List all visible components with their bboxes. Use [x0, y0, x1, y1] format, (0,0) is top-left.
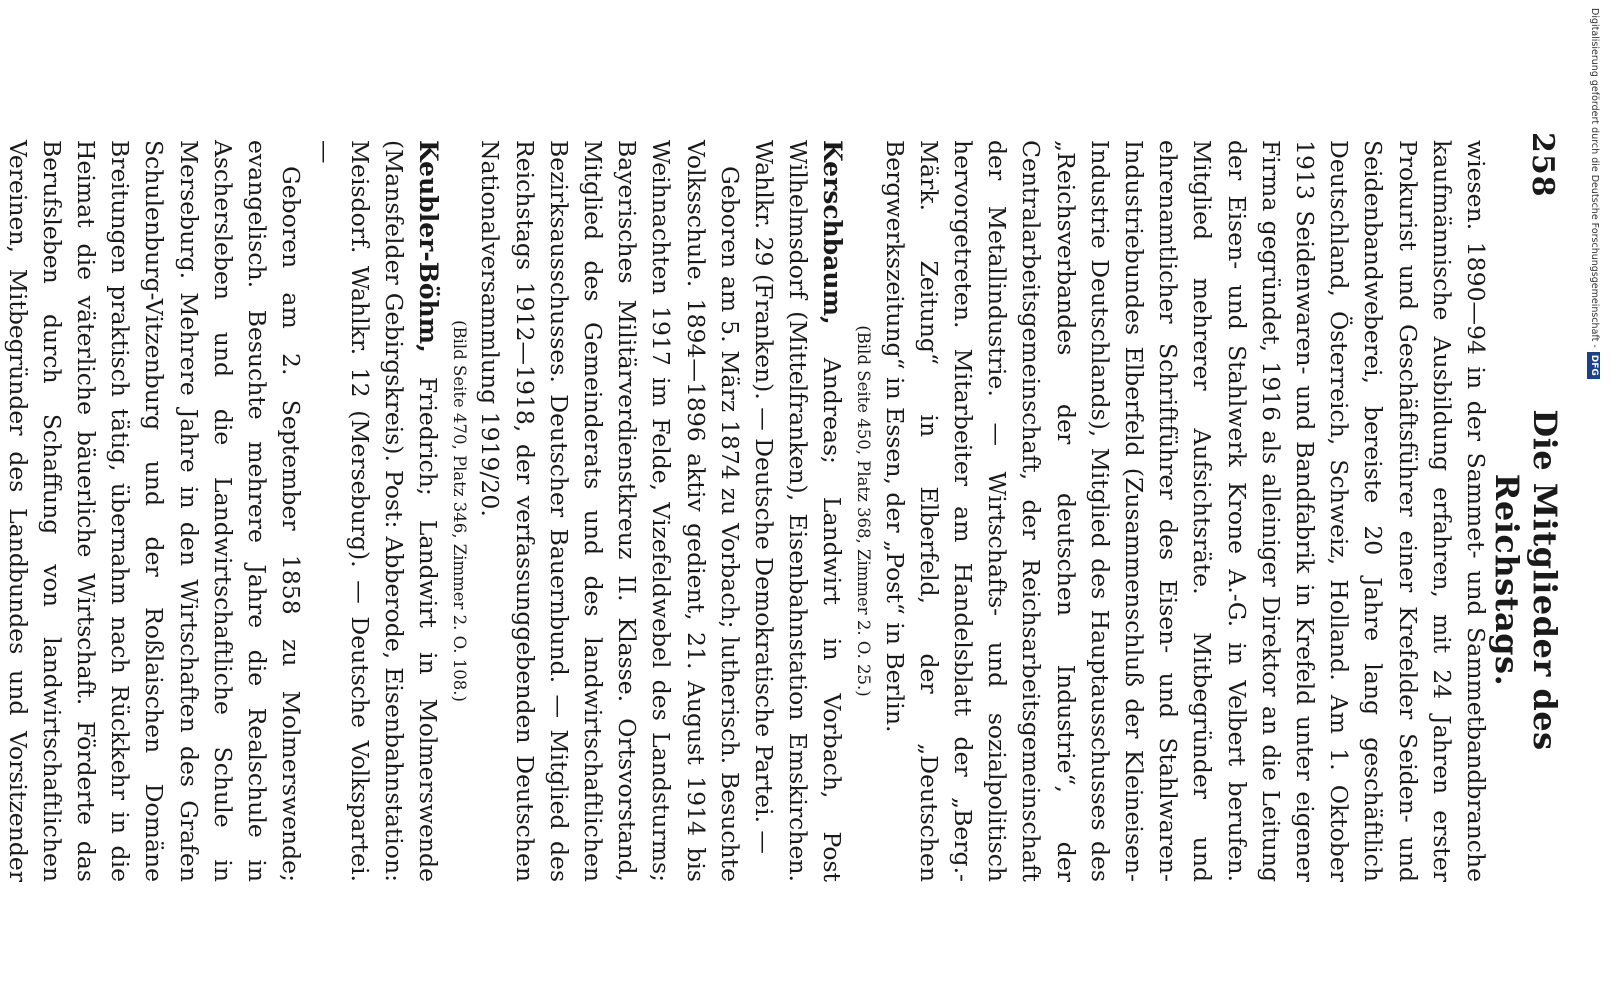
page-header [1488, 0, 1570, 1000]
entry-header [747, 140, 850, 882]
picture-reference: (Bild Seite 450, Platz 368, Zimmer 2. O. 25.) [854, 325, 874, 697]
page-number: 258 [1525, 132, 1560, 198]
digitization-text: Digitalisierung gefördert durch die Deutsche Forschungsgemeinschaft - [1589, 8, 1600, 348]
digitization-note [1585, 8, 1603, 738]
member-name: Kerschbaum, [818, 140, 848, 325]
member-intro: Friedrich; Landwirt in Molmerswende (Mansfelder Gebirgskreis). Post: Abberode, Eisenbahnstation: Meisdorf. Wahlkr. 12 (Merseburg). — Deutsche Volkspartei. — [311, 140, 443, 882]
member-intro: Andreas; Landwirt in Vorbach, Post Wilhelmsdorf (Mittelfranken), Eisenbahnstation Emskirchen. Wahlkr. 29 (Franken). — Deutsche Demokratische Partei. — [749, 140, 847, 882]
member-biography: Geboren am 2. September 1858 zu Molmerswende; evangelisch. Besuchte mehrere Jahre die Realschule in Aschersleben und die Landwirtschaftliche Schule in Merseburg. Mehrere Jahre in den Wirtschaften des Grafen Schulenburg-Vitzenburg und der Roßlaischen Domäne Breitungen praktisch tätig, übernahm nach Rückkehr in die Heimat die väterliche bäuerliche Wirtschaft. Förderte das Berufsleben durch Schaffung von landwirtschaftlichen Vereinen, Mitbegründer des Landbundes und Vorsitzender [3, 140, 306, 882]
continuation-paragraph: wiesen. 1890—94 in der Sammet- und Sammetbandbranche kaufmännische Ausbildung erfahren, mit 24 Jahren erster Prokurist und Geschäftsführer einer Krefelder Seiden- und Seidenbandweberei, bereiste 20 Jahre lang geschäftlich Deutschland, Österreich, Schweiz, Holland. Am 1. Oktober 1913 Seidenwaren- und Bandfabrik in Krefeld unter eigener Firma gegründet, 1916 als alleiniger Direktor an die Leitung der Eisen- und Stahlwerk Krone A.-G. in Velbert berufen. Mitglied mehrerer Aufsichtsräte. Mitbegründer und ehrenamtlicher Schriftführer des Eisen- und Stahlwaren-Industriebundes Elberfeld (Zusammenschluß der Kleineisen-Industrie Deutschlands), Mitglied des Hauptausschusses des „Reichsverbandes der deutschen Industrie“, der Centralarbeitsgemeinschaft, der Reichsarbeitsgemeinschaft der Metallindustrie. — Wirtschafts- und sozialpolitisch hervorgetreten. Mitarbeiter am Handelsblatt der „Berg.-Märk. Zeitung“ in Elberfeld, der „Deutschen Bergwerkszeitung“ in Essen, der „Post“ in Berlin. [880, 140, 1490, 882]
member-name: Keubler-Böhm, [414, 140, 444, 353]
dfg-logo: DFG [1587, 352, 1600, 379]
member-biography: Geboren am 5. März 1874 zu Vorbach; lutherisch. Besuchte Volksschule. 1894—1896 aktiv gedient, 21. August 1914 bis Weihnachten 1917 im Felde, Vizefeldwebel des Landsturms; Bayerisches Militärverdienstkreuz II. Klasse. Ortsvorstand, Mitglied des Gemeinderats und des landwirtschaftlichen Bezirksausschusses. Deutscher Bauernbund. — Mitglied des Reichstags 1912—1918, der verfassunggebenden Deutschen Nationalversammlung 1919/20. [476, 140, 744, 882]
picture-reference: (Bild Seite 470, Platz 346, Zimmer 2. O. 108.) [450, 320, 470, 702]
running-title: Die Mitglieder des Reichstags. [1488, 409, 1564, 751]
page-body [0, 140, 1493, 882]
entry-header [308, 140, 445, 882]
